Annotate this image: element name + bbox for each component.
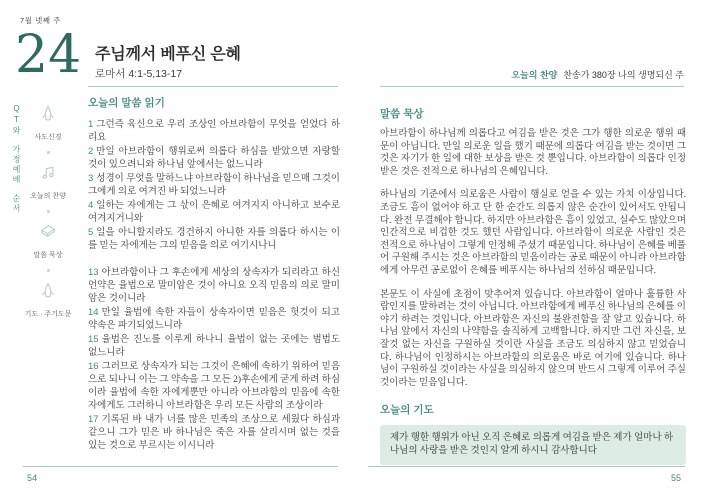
verse xyxy=(88,145,340,172)
footer-divider-left xyxy=(23,466,338,467)
verse xyxy=(88,333,340,360)
open-book-icon xyxy=(38,222,58,247)
verse-text: 만일 율법에 속한 자들이 상속자이면 믿음은 헛것이 되고 약속은 파기되었느니라 xyxy=(88,308,340,331)
verse-number: 16 xyxy=(88,361,99,372)
verse-text: 만일 아브라함이 행위로써 의롭다 하심을 받았으면 자랑할 것이 있으려니와 하나님 앞에서는 없느니라 xyxy=(88,147,340,170)
prayer-text-box: 제가 행한 행위가 아닌 오직 은혜로 의롭게 여김을 받은 제가 얼마나 하나님의 사랑을 받은 것인지 알게 하시니 감사합니다 xyxy=(380,425,686,465)
page-number-left: 54 xyxy=(27,473,38,483)
meditation-section-heading: 말씀 묵상 xyxy=(380,108,424,120)
verse-text: 그러므로 상속자가 되는 그것이 은혜에 속하기 위하여 믿음으로 되나니 이는 그 약속을 그 모든 2)후손에게 굳게 하려 하심이라 율법에 속한 자에게뿐만 아니라 아브라함의 믿음에 속한 자에게도 그러하니 아브라함은 우리 모든 사람의 조상이라 xyxy=(88,362,340,411)
day-number: 24 xyxy=(15,25,82,85)
order-item-apostles-creed xyxy=(34,104,61,142)
word-meditation-section xyxy=(380,106,686,400)
verse xyxy=(88,118,340,145)
verse-number: 4 xyxy=(88,200,94,211)
vertical-title-part: QT와 xyxy=(12,104,21,136)
verse-text: 율법은 진노를 이루게 하나니 율법이 없는 곳에는 범법도 없느니라 xyxy=(88,335,340,358)
order-item-label: 오늘의 찬양 xyxy=(30,193,66,200)
sidebar-vertical-title xyxy=(11,104,22,214)
verse xyxy=(88,306,340,333)
todays-word-reading-section xyxy=(88,95,340,453)
praying-hands-icon xyxy=(38,281,58,306)
order-item-label: 기도 · 주기도문 xyxy=(24,311,72,318)
praise-label: 오늘의 찬양 xyxy=(511,70,558,80)
order-separator-dot xyxy=(47,269,50,272)
order-item-label: 사도신경 xyxy=(34,134,62,141)
vertical-title-part: 가정예배 xyxy=(12,145,21,185)
verse xyxy=(88,226,340,253)
verse-number: 15 xyxy=(88,334,99,345)
week-label: 7월 넷째 주 xyxy=(20,16,61,25)
header-divider-left xyxy=(88,86,338,87)
verse-number: 3 xyxy=(88,173,94,184)
prayer-section-heading: 오늘의 기도 xyxy=(380,404,434,416)
verse-number: 13 xyxy=(88,267,99,278)
order-item-todays-praise xyxy=(30,163,66,201)
verse-text: 아브라함이나 그 후손에게 세상의 상속자가 되리라고 하신 언약은 율법으로 말미암은 것이 아니요 오직 믿음의 의로 말미암은 것이니라 xyxy=(88,268,340,304)
page-number-right: 55 xyxy=(671,473,682,483)
reading-section-heading: 오늘의 말씀 읽기 xyxy=(88,97,165,109)
meditation-paragraph: 본문도 이 사실에 초점이 맞추어져 있습니다. 아브라함이 얼마나 훌륭한 사람인지를 말하려는 것이 아닙니다. 아브라함에게 베푸신 하나님의 은혜를 이야기 하려는 것입니다. 아브라함은 자신의 불완전함을 잘 알고 있습니다. 하나님 앞에서 자신의 나약함을 솔직하게 고백합니다. 하지만 그런 자신을, 보잘것 없는 자신을 구원하실 것이란 사실을 조금도 의심하지 않고 믿었습니다. 하나님이 인정하시는 아브라함의 의로움은 바로 여기에 있습니다. 하나님이 구원하실 것이라는 사실을 의심하지 않으며 반드시 그렇게 이루어 주실 것이라는 믿음입니다. xyxy=(380,289,686,388)
scripture-reference: 로마서 4:1-5,13-17 xyxy=(95,68,183,80)
verse-number: 5 xyxy=(88,227,94,238)
verse xyxy=(88,172,340,199)
verse-number: 2 xyxy=(88,146,94,157)
verse-number: 17 xyxy=(88,414,99,425)
order-separator-dot xyxy=(47,210,50,213)
todays-praise-line xyxy=(380,68,684,81)
verse-text: 그런즉 육신으로 우리 조상인 아브라함이 무엇을 얻었다 하리요 xyxy=(88,120,340,143)
order-item-prayer-lords-prayer xyxy=(25,281,72,319)
praise-hymn-title: 찬송가 380장 나의 생명되신 주 xyxy=(563,70,684,80)
meditation-paragraph: 하나님의 기준에서 의로움은 사람이 행실로 얻을 수 있는 가치 이상입니다. 조금도 흠이 없어야 하고 단 한 순간도 의롭지 않은 순간이 있어서도 안됩니다. 완전 무결해야 합니다. 하지만 아브라함은 흠이 있었고, 실수도 많았으며 인간적으로 비겁한 것도 했던 사람입니다. 아브라함이 의로운 사람인 것은 전적으로 하나님이 그렇게 인정해 주셨기 때문입니다. 하나님이 은혜를 베풀어 구원해 주시는 것은 아브라함의 믿음이라는 공로 때문이 아니라 아브라함에게 아무런 공로없이 은혜를 베푸시는 하나님의 선하심 때문입니다. xyxy=(380,190,686,276)
order-separator-dot xyxy=(47,151,50,154)
header-divider-right xyxy=(380,86,684,87)
music-notes-icon xyxy=(38,163,58,188)
verse-number: 1 xyxy=(88,119,94,130)
verse xyxy=(88,360,340,413)
vertical-title-part: 순서 xyxy=(12,194,21,214)
praying-hands-icon xyxy=(38,104,58,129)
verse-text: 성경이 무엇을 말하느냐 아브라함이 하나님을 믿으매 그것이 그에게 의로 여겨진 바 되었느니라 xyxy=(88,174,340,197)
verse xyxy=(88,199,340,226)
todays-prayer-section xyxy=(380,402,686,465)
order-item-label: 말씀 묵상 xyxy=(33,252,63,259)
worship-order-list xyxy=(22,104,74,319)
verse-text: 일을 아니할지라도 경건하지 아니한 자를 의롭다 하시는 이를 믿는 자에게는 그의 믿음을 의로 여기시나니 xyxy=(88,228,340,251)
verse xyxy=(88,266,340,306)
meditation-paragraph: 아브라함이 하나님께 의롭다고 여김을 받은 것은 그가 행한 의로운 행위 때문이 아닙니다. 만일 의로운 일을 했기 때문에 의롭다 여김을 받는 것이면 그것은 자기가 한 일에 대한 보상을 받은 것 뿐입니다. 아브라함이 의롭다 인정 받은 것은 전적으로 하나님의 은혜입니다. xyxy=(380,129,686,177)
footer-divider-right xyxy=(368,466,685,467)
verse-text: 일하는 자에게는 그 삯이 은혜로 여겨지지 아니하고 보수로 여겨지거니와 xyxy=(88,201,340,224)
verse-number: 14 xyxy=(88,307,99,318)
page-title: 주님께서 베푸신 은혜 xyxy=(95,46,241,63)
verse-text: 기록된 바 내가 너를 많은 민족의 조상으로 세웠다 하심과 같으니 그가 믿은 바 하나님은 죽은 자를 살리시며 없는 것을 있는 것으로 부르시는 이시니라 xyxy=(88,415,340,451)
verse xyxy=(88,413,340,453)
order-item-word-meditation xyxy=(34,222,63,260)
